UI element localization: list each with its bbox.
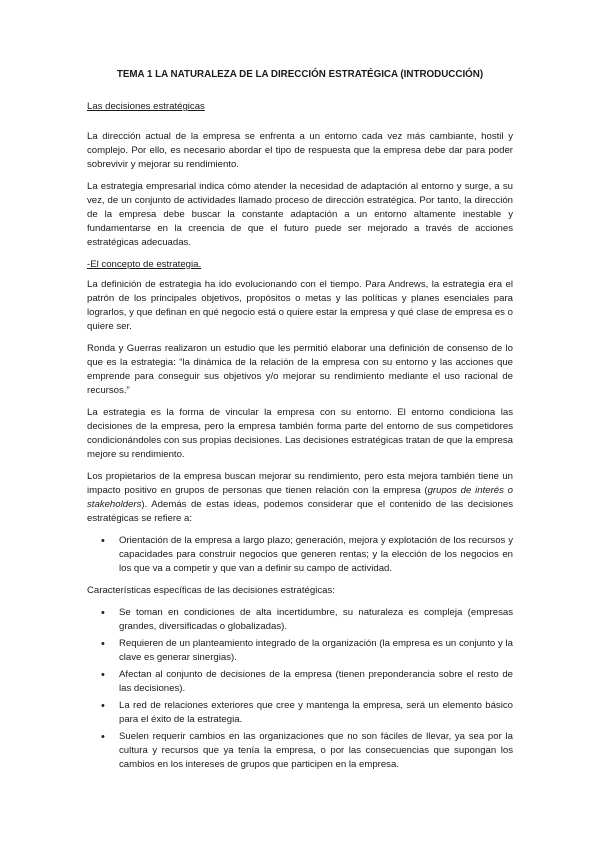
bullet-icon: • (101, 731, 105, 743)
paragraph-4: Ronda y Guerras realizaron un estudio que les permitió elaborar una definición de consenso de lo que es la estrategia: “la dinámica de la relación de la empresa con su entorno y las acciones que emprende para conseguir sus objetivos y/o mejorar su rendimiento mediante el uso racional de recursos.” (87, 343, 513, 396)
bullet-icon: • (101, 700, 105, 712)
list-item: • Suelen requerir cambios en las organizaciones que no son fáciles de llevar, ya sea por la cultura y recursos que ya tenía la empresa, o por las consecuencias que supongan los cambios en los intereses de grupos que participen en la empresa. (101, 731, 513, 770)
list-item: • Se toman en condiciones de alta incertidumbre, su naturaleza es compleja (empresas grandes, diversificadas o globalizadas). (101, 607, 513, 632)
paragraph-1: La dirección actual de la empresa se enfrenta a un entorno cada vez más cambiante, hostil y complejo. Por ello, es necesario abordar el tipo de respuesta que la empresa debe dar para poder sobrevivir y mejorar su rendimiento. (87, 131, 513, 170)
paragraph-3: La definición de estrategia ha ido evolucionando con el tiempo. Para Andrews, la estrategia era el patrón de los principales objetivos, propósitos o metas y las políticas y planes esenciales para lograrlos, y que definan en qué negocio está o quiere estar la empresa y qué clase de empresa es o quiere ser. (87, 279, 513, 332)
paragraph-6-text-a: Los propietarios de la empresa buscan mejorar su rendimiento, pero esta mejora también tiene un impacto positivo en grupos de personas que tienen relación con la empresa ( (87, 471, 513, 496)
characteristics-list (87, 606, 513, 772)
paragraph-5: La estrategia es la forma de vincular la empresa con su entorno. El entorno condiciona las decisiones de la empresa, pero la empresa también forma parte del entorno de sus competidores condicionándoles con sus propias decisiones. Las decisiones estratégicas tratan de que la empresa mejore su rendimiento. (87, 407, 513, 460)
paragraph-6-text-b: ). Además de estas ideas, podemos considerar que el contenido de las decisiones estratégicas se refiere a: (87, 499, 513, 524)
list-item: • Requieren de un planteamiento integrado de la organización (la empresa es un conjunto y la clave es generar sinergias). (101, 638, 513, 663)
bullet-icon: • (101, 669, 105, 681)
paragraph-6-italic: grupos de interés o stakeholders (87, 485, 513, 510)
bullet-icon: • (101, 607, 105, 619)
list-item: • Afectan al conjunto de decisiones de la empresa (tienen preponderancia sobre el resto de las decisiones). (101, 669, 513, 694)
page-title: TEMA 1 LA NATURALEZA DE LA DIRECCIÓN ESTRATÉGICA (INTRODUCCIÓN) (116, 69, 484, 80)
paragraph-6 (87, 470, 513, 526)
bullet-icon: • (101, 535, 105, 547)
list-item: • Orientación de la empresa a largo plazo; generación, mejora y explotación de los recursos y capacidades para construir negocios que generen rentas; y la elección de los negocios en los que va a competir y que van a definir su campo de actividad. (101, 535, 513, 574)
subheading-concept: -El concepto de estrategia. (87, 259, 202, 270)
bullet-icon: • (101, 638, 105, 650)
paragraph-7: Características específicas de las decisiones estratégicas: (87, 585, 335, 596)
content-list (87, 534, 513, 576)
section-heading: Las decisiones estratégicas (87, 101, 205, 112)
paragraph-2: La estrategia empresarial indica cómo atender la necesidad de adaptación al entorno y surge, a su vez, de un conjunto de actividades llamado proceso de dirección estratégica. Por tanto, la dirección de la empresa debe buscar la constante adaptación a un entorno altamente inestable y fundamentarse en la creencia de que el futuro puede ser mejorado a través de acciones estratégicas adecuadas. (87, 181, 513, 248)
list-item: • La red de relaciones exteriores que cree y mantenga la empresa, será un elemento básico para el éxito de la estrategia. (101, 700, 513, 725)
